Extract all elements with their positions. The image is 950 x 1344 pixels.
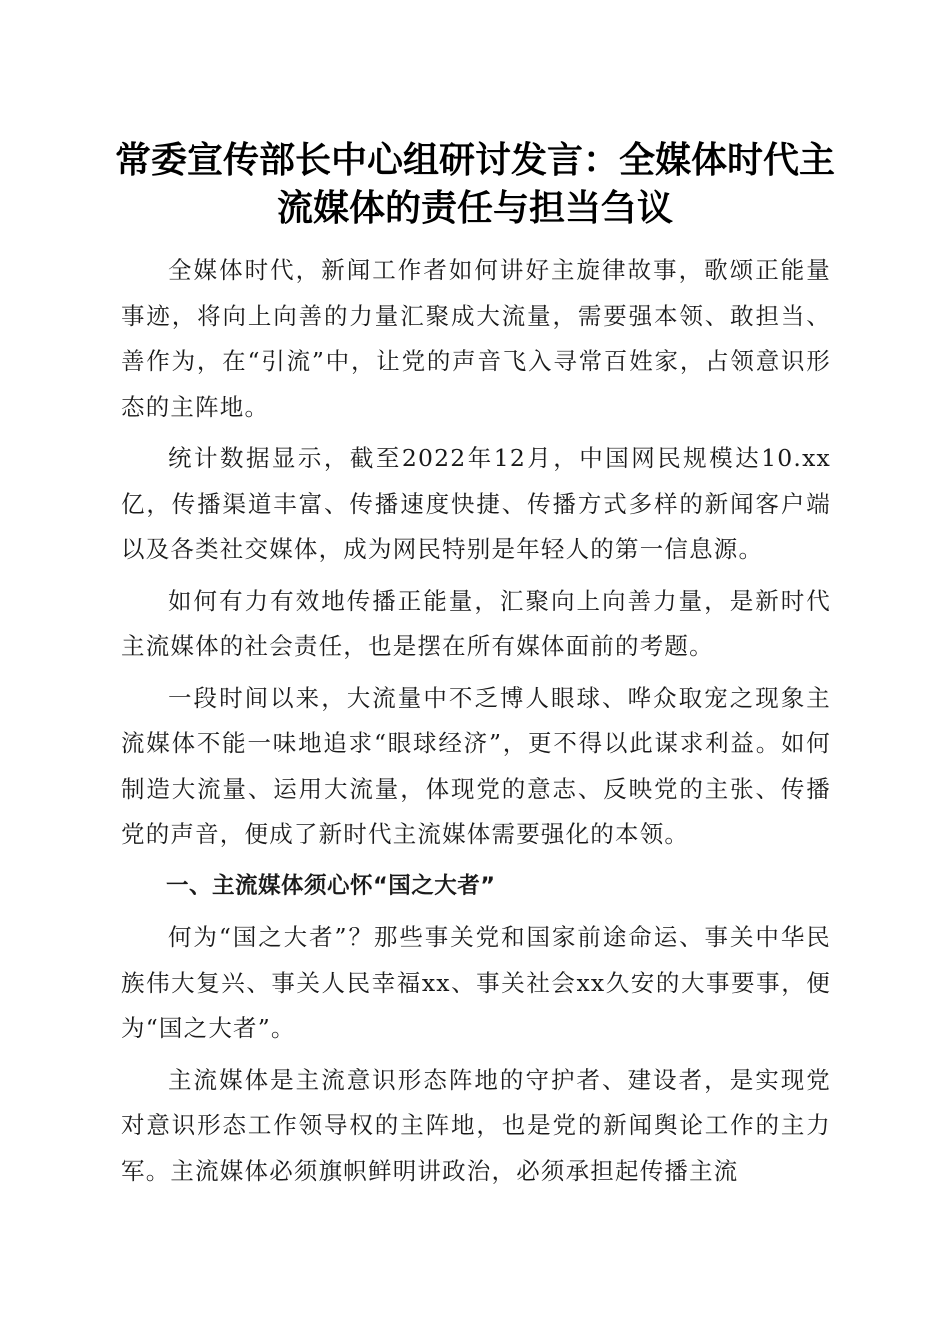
paragraph-responsibility: 如何有力有效地传播正能量，汇聚向上向善力量，是新时代主流媒体的社会责任，也是摆在所有媒体面前的考题。 (121, 586, 831, 660)
document-body (121, 248, 831, 1200)
title-line-2: 流媒体的责任与担当刍议 (276, 187, 673, 229)
paragraph-mainstream-media: 主流媒体是主流意识形态阵地的守护者、建设者，是实现党对意识形态工作领导权的主阵地，也是党的新闻舆论工作的主力军。主流媒体必须旗帜鲜明讲政治，必须承担起传播主流 (121, 1065, 831, 1185)
document-title (100, 136, 850, 232)
section-heading-1: 一、主流媒体须心怀“国之大者” (166, 872, 496, 899)
paragraph-statistics: 统计数据显示，截至2022年12月，中国网民规模达10.xx亿，传播渠道丰富、传播速度快捷、传播方式多样的新闻客户端以及各类社交媒体，成为网民特别是年轻人的第一信息源。 (121, 444, 831, 563)
title-line-1: 常委宣传部长中心组研讨发言：全媒体时代主 (114, 139, 835, 181)
paragraph-guozhidazhe: 何为“国之大者”？那些事关党和国家前途命运、事关中华民族伟大复兴、事关人民幸福xx、事关社会xx久安的大事要事，便为“国之大者”。 (121, 923, 831, 1042)
paragraph-intro: 全媒体时代，新闻工作者如何讲好主旋律故事，歌颂正能量事迹，将向上向善的力量汇聚成大流量，需要强本领、敢担当、善作为，在“引流”中，让党的声音飞入寻常百姓家，占领意识形态的主阵地。 (121, 256, 831, 421)
paragraph-traffic: 一段时间以来，大流量中不乏博人眼球、哗众取宠之现象主流媒体不能一味地追求“眼球经济”，更不得以此谋求利益。如何制造大流量、运用大流量，体现党的意志、反映党的主张、传播党的声音，便成了新时代主流媒体需要强化的本领。 (121, 683, 831, 848)
